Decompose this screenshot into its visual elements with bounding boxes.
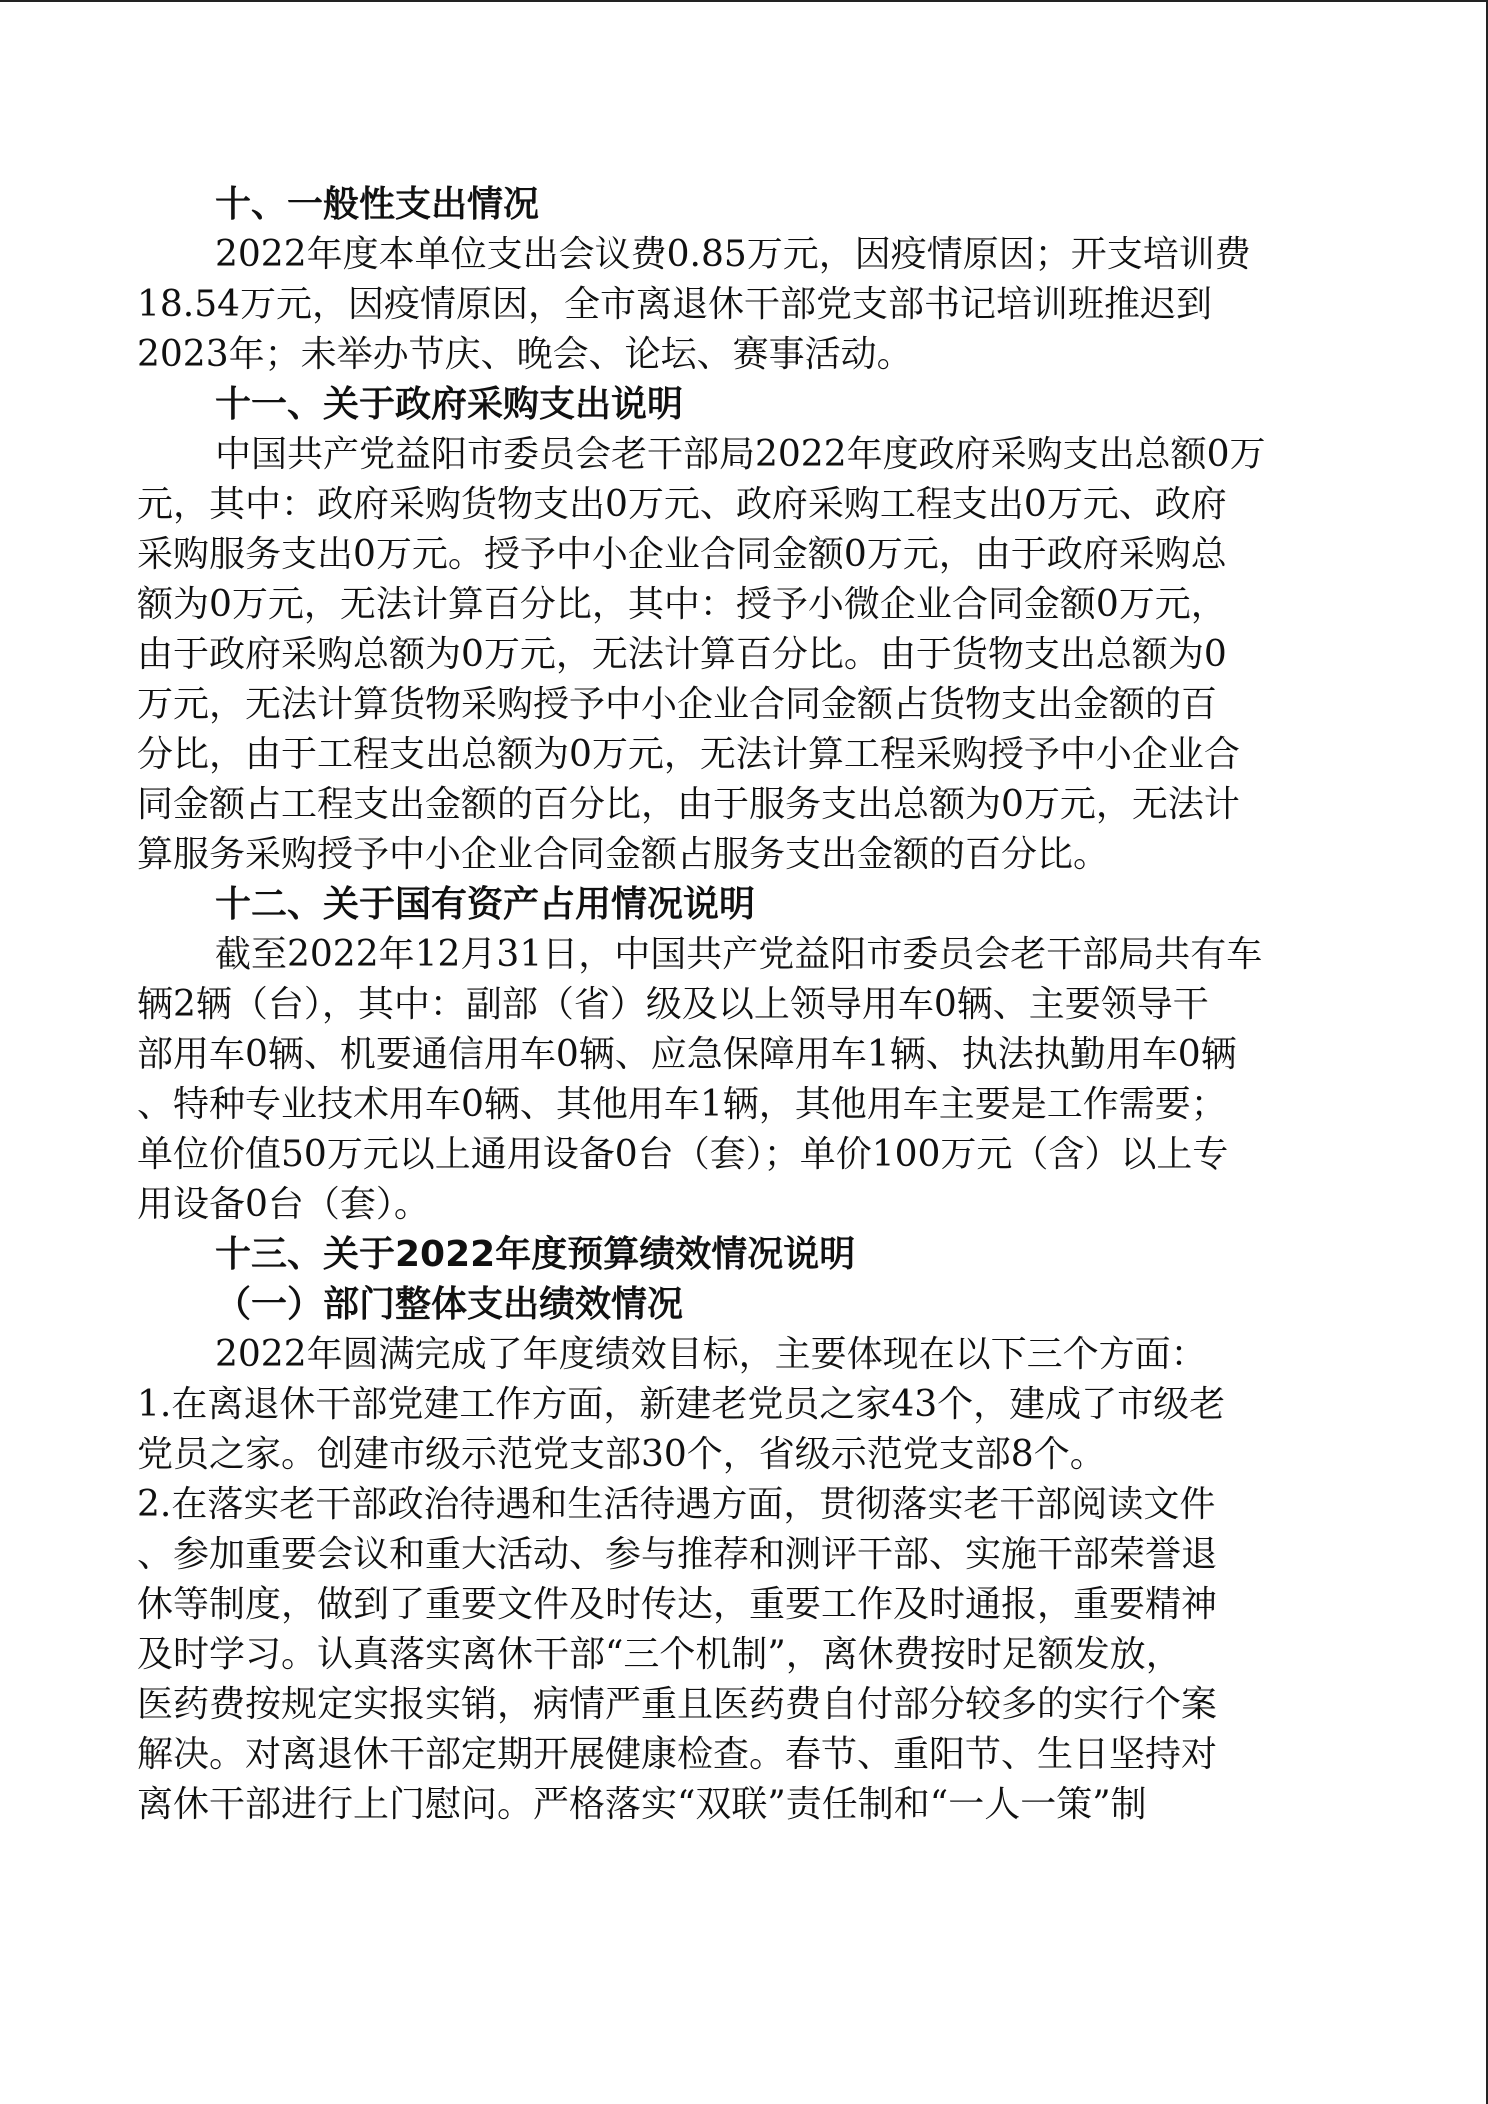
- paragraph-line: 同金额占工程支出金额的百分比，由于服务支出总额为0万元，无法计: [137, 784, 1240, 825]
- paragraph-line: 用设备0台（套）。: [137, 1184, 430, 1225]
- paragraph-line: 休等制度，做到了重要文件及时传达，重要工作及时通报，重要精神: [137, 1584, 1218, 1625]
- section-heading-11: 十一、关于政府采购支出说明: [215, 384, 684, 425]
- paragraph-line: 部用车0辆、机要通信用车0辆、应急保障用车1辆、执法执勤用车0辆: [137, 1034, 1237, 1075]
- paragraph-line: 离休干部进行上门慰问。严格落实“双联”责任制和“一人一策”制: [137, 1784, 1147, 1825]
- list-item-2: 2.在落实老干部政治待遇和生活待遇方面，贯彻落实老干部阅读文件: [137, 1484, 1216, 1525]
- paragraph-line: 2022年圆满完成了年度绩效目标，主要体现在以下三个方面：: [215, 1334, 1207, 1375]
- section-heading-10: 十、一般性支出情况: [215, 184, 540, 225]
- section-heading-13: 十三、关于2022年度预算绩效情况说明: [215, 1234, 856, 1275]
- paragraph-line: 辆2辆（台），其中：副部（省）级及以上领导用车0辆、主要领导干: [137, 984, 1209, 1025]
- paragraph-line: 单位价值50万元以上通用设备0台（套）；单价100万元（含）以上专: [137, 1134, 1229, 1175]
- paragraph-line: 万元，无法计算货物采购授予中小企业合同金额占货物支出金额的百: [137, 684, 1218, 725]
- document-body: [137, 180, 1352, 1830]
- paragraph-line: 元，其中：政府采购货物支出0万元、政府采购工程支出0万元、政府: [137, 484, 1227, 525]
- paragraph-line: 额为0万元，无法计算百分比，其中：授予小微企业合同金额0万元，: [137, 584, 1227, 625]
- paragraph-line: 截至2022年12月31日，中国共产党益阳市委员会老干部局共有车: [215, 934, 1263, 975]
- paragraph-line: 18.54万元，因疫情原因，全市离退休干部党支部书记培训班推迟到: [137, 284, 1213, 325]
- paragraph-line: 中国共产党益阳市委员会老干部局2022年度政府采购支出总额0万: [215, 434, 1266, 475]
- paragraph-line: 采购服务支出0万元。授予中小企业合同金额0万元，由于政府采购总: [137, 534, 1227, 575]
- list-item-1: 1.在离退休干部党建工作方面，新建老党员之家43个，建成了市级老: [137, 1384, 1226, 1425]
- paragraph-line: 医药费按规定实报实销，病情严重且医药费自付部分较多的实行个案: [137, 1684, 1218, 1725]
- paragraph-line: 由于政府采购总额为0万元，无法计算百分比。由于货物支出总额为0: [137, 634, 1227, 675]
- paragraph-line: 党员之家。创建市级示范党支部30个，省级示范党支部8个。: [137, 1434, 1106, 1475]
- section-heading-12: 十二、关于国有资产占用情况说明: [215, 884, 756, 925]
- paragraph-line: 算服务采购授予中小企业合同金额占服务支出金额的百分比。: [137, 834, 1110, 875]
- paragraph-line: 2022年度本单位支出会议费0.85万元，因疫情原因；开支培训费: [215, 234, 1251, 275]
- subsection-heading-1: （一）部门整体支出绩效情况: [215, 1284, 684, 1325]
- paragraph-line: 、参加重要会议和重大活动、参与推荐和测评干部、实施干部荣誉退: [137, 1534, 1218, 1575]
- paragraph-line: 分比，由于工程支出总额为0万元，无法计算工程采购授予中小企业合: [137, 734, 1240, 775]
- paragraph-line: 解决。对离退休干部定期开展健康检查。春节、重阳节、生日坚持对: [137, 1734, 1218, 1775]
- paragraph-line: 及时学习。认真落实离休干部“三个机制”，离休费按时足额发放，: [137, 1634, 1182, 1675]
- paragraph-line: 、特种专业技术用车0辆、其他用车1辆，其他用车主要是工作需要；: [137, 1084, 1227, 1125]
- paragraph-line: 2023年；未举办节庆、晚会、论坛、赛事活动。: [137, 334, 913, 375]
